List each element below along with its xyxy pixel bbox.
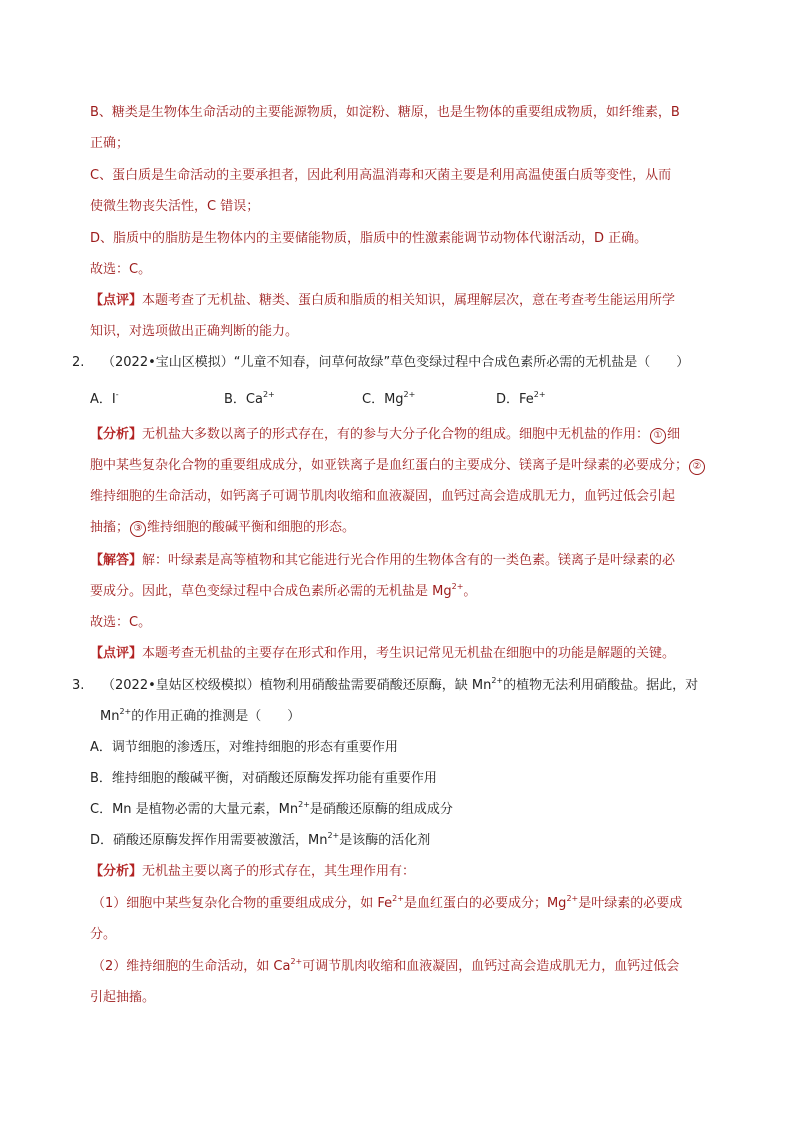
option-b-explanation-line2: 正确； — [90, 136, 130, 151]
q3-point1-end: 是叶绿素的必要成 — [578, 896, 683, 911]
solution-tag: 【解答】 — [90, 553, 143, 568]
q2-option-c-text: C．Mg — [362, 392, 404, 407]
q3-stem-text1-end: 的植物无法利用硝酸盐。据此，对 — [503, 678, 699, 693]
q2-option-c — [362, 391, 415, 409]
analysis-tag: 【分析】 — [90, 427, 143, 442]
q2-answer: 故选：C。 — [90, 615, 152, 630]
q2-analysis-text1-end: 细 — [667, 427, 681, 442]
q3-stem-sup1: 2+ — [491, 675, 504, 685]
q2-number: 2. — [72, 355, 85, 370]
q3-option-b: B．维持细胞的酸碱平衡，对硝酸还原酶发挥功能有重要作用 — [90, 771, 437, 786]
q3-stem-text2-end: 的作用正确的推测是（ ） — [131, 709, 301, 724]
q3-option-d-text-end: 是该酶的活化剂 — [339, 833, 431, 848]
q2-option-a-text: A．I — [90, 392, 116, 407]
q2-option-d-sup: 2+ — [533, 389, 546, 399]
q2-analysis-text4: 维持细胞的酸碱平衡和细胞的形态。 — [147, 520, 356, 535]
q3-point1-line2: 分。 — [90, 927, 117, 942]
q2-analysis-line2 — [90, 457, 706, 475]
q2-analysis-line1 — [90, 426, 680, 444]
q2-option-b — [224, 391, 275, 409]
q2-option-a-sup: - — [115, 389, 119, 399]
option-b-explanation-line1: B、糖类是生物体生命活动的主要能源物质，如淀粉、糖原，也是生物体的重要组成物质，如纤维素，B — [90, 105, 680, 120]
q3-stem-line2 — [100, 708, 300, 726]
q2-analysis-text1: 无机盐大多数以离子的形式存在，有的参与大分子化合物的组成。细胞中无机盐的作用： — [142, 427, 650, 442]
q3-point2-end: 可调节肌肉收缩和血液凝固，血钙过高会造成肌无力，血钙过低会 — [302, 959, 680, 974]
circled-number-3: ③ — [130, 521, 146, 537]
q3-point1-line1 — [92, 895, 682, 913]
q3-point1-sup2: 2+ — [566, 893, 579, 903]
q2-option-d — [496, 391, 546, 409]
q3-stem-line1 — [102, 677, 698, 695]
circled-number-1: ① — [650, 428, 666, 444]
q2-option-b-sup: 2+ — [262, 389, 275, 399]
q2-analysis-text2: 胞中某些复杂化合物的重要组成成分，如亚铁离子是血红蛋白的主要成分、镁离子是叶绿素的必要成分； — [90, 458, 689, 473]
q2-analysis-text4-pre: 抽搐； — [90, 520, 130, 535]
option-d-explanation: D、脂质中的脂肪是生物体内的主要储能物质，脂质中的性激素能调节动物体代谢活动，D 正确。 — [90, 231, 648, 246]
q3-stem-sup2: 2+ — [119, 706, 132, 716]
q3-point2-line1 — [92, 958, 679, 976]
q2-option-d-text: D．Fe — [496, 392, 534, 407]
q3-stem-text2: Mn — [100, 709, 120, 724]
q3-point1-mid: 是血红蛋白的必要成分；Mg — [403, 896, 567, 911]
q2-comment-text: 本题考查无机盐的主要存在形式和作用，考生识记常见无机盐在细胞中的功能是解题的关键。 — [142, 646, 676, 661]
q3-option-a: A．调节细胞的渗透压，对维持细胞的形态有重要作用 — [90, 740, 398, 755]
q3-option-c-text: C．Mn 是植物必需的大量元素，Mn — [90, 802, 299, 817]
q2-solution-line1 — [90, 552, 675, 570]
q3-point1-sup1: 2+ — [392, 893, 404, 903]
circled-number-2: ② — [689, 459, 705, 475]
q3-option-d — [90, 832, 430, 850]
option-c-explanation-line2: 使微生物丧失活性，C 错误； — [90, 199, 260, 214]
q2-option-c-sup: 2+ — [403, 389, 416, 399]
q1-comment-line2: 知识，对选项做出正确判断的能力。 — [90, 324, 299, 339]
q3-point1-text: （1）细胞中某些复杂化合物的重要组成成分，如 Fe — [92, 896, 393, 911]
q2-solution-text2-end: 。 — [463, 584, 477, 599]
analysis-tag: 【分析】 — [90, 864, 143, 879]
q2-solution-sup: 2+ — [451, 581, 464, 591]
q1-answer: 故选：C。 — [90, 262, 152, 277]
q3-point2-text: （2）维持细胞的生命活动，如 Ca — [92, 959, 291, 974]
q2-stem: （2022•宝山区模拟）“儿童不知春，问草何故绿”草色变绿过程中合成色素所必需的无机盐是（ ） — [102, 355, 690, 370]
q1-comment-line1 — [90, 292, 675, 310]
q3-option-c-sup: 2+ — [298, 799, 310, 809]
comment-tag: 【点评】 — [90, 646, 143, 661]
q3-option-d-sup: 2+ — [327, 830, 340, 840]
q3-analysis-line1 — [90, 863, 415, 881]
comment-tag: 【点评】 — [90, 293, 143, 308]
q2-option-b-text: B．Ca — [224, 392, 263, 407]
q3-point2-sup: 2+ — [290, 956, 303, 966]
q2-analysis-line3: 维持细胞的生命活动，如钙离子可调节肌肉收缩和血液凝固，血钙过高会造成肌无力，血钙过低会引起 — [90, 489, 676, 504]
q2-analysis-line4 — [90, 519, 355, 537]
q2-solution-text2: 要成分。因此，草色变绿过程中合成色素所必需的无机盐是 Mg — [90, 584, 452, 599]
q3-option-d-text: D．硝酸还原酶发挥作用需要被激活，Mn — [90, 833, 328, 848]
q3-option-c-text-end: 是硝酸还原酶的组成成分 — [309, 802, 453, 817]
option-c-explanation-line1: C、蛋白质是生命活动的主要承担者，因此利用高温消毒和灭菌主要是利用高温使蛋白质等变性，从而 — [90, 168, 672, 183]
q2-solution-text1: 解：叶绿素是高等植物和其它能进行光合作用的生物体含有的一类色素。镁离子是叶绿素的必 — [142, 553, 676, 568]
q3-point2-line2: 引起抽搐。 — [90, 990, 156, 1005]
q3-stem-text1: （2022•皇姑区校级模拟）植物利用硝酸盐需要硝酸还原酶，缺 Mn — [102, 678, 492, 693]
comment-text: 本题考查了无机盐、糖类、蛋白质和脂质的相关知识，属理解层次，意在考查考生能运用所学 — [142, 293, 676, 308]
q2-option-a — [90, 391, 119, 409]
q2-comment — [90, 645, 675, 663]
q3-analysis-text: 无机盐主要以离子的形式存在，其生理作用有： — [142, 864, 416, 879]
q3-option-c — [90, 801, 453, 819]
q3-number: 3. — [72, 678, 85, 693]
q2-solution-line2 — [90, 583, 476, 601]
